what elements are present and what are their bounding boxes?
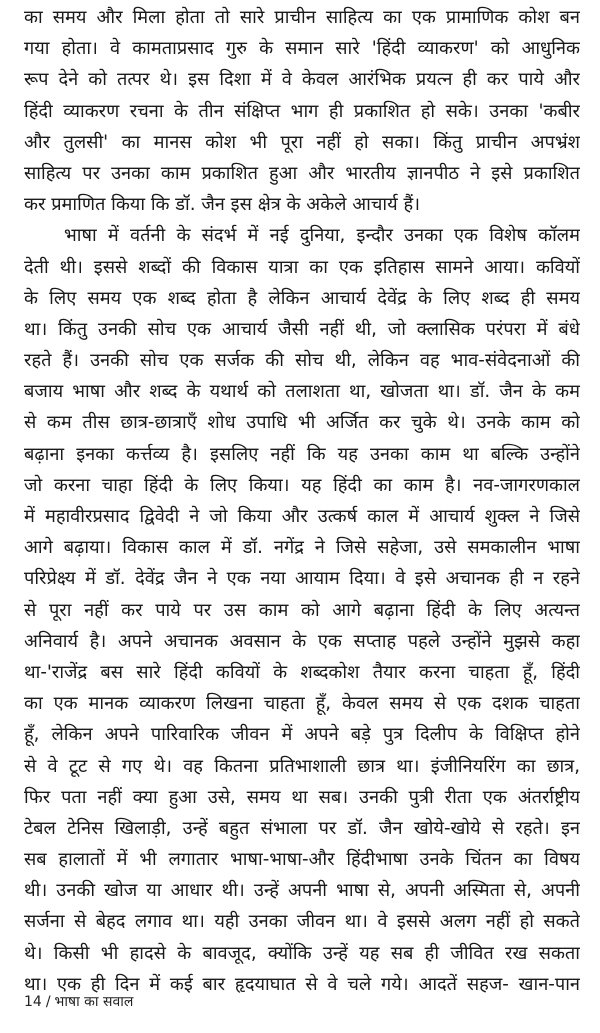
text-line: से कम तीस छात्र-छात्राएँ शोध उपाधि भी अर्जित कर चुके थे। उनके काम को: [24, 412, 580, 434]
text-line: हूँ, लेकिन अपने पारिवारिक जीवन में अपने बड़े पुत्र दिलीप के विक्षिप्त होने: [24, 724, 580, 746]
footer-separator: /: [45, 994, 51, 1010]
text-line: टेबल टेनिस खिलाड़ी, उन्हें बहुत संभाला पर डॉ. जैन खोये-खोये से रहते। इन: [24, 817, 580, 839]
text-line: बढ़ाना इनका कर्त्तव्य है। इसलिए नहीं कि यह उनका काम था बल्कि उन्होंने: [24, 443, 580, 465]
text-line: से वे टूट से गए थे। वह कितना प्रतिभाशाली छात्र था। इंजीनियरिंग का छात्र,: [24, 755, 580, 777]
text-line: और तुलसी' का मानस कोश भी पूरा नहीं हो सका। किंतु प्राचीन अपभ्रंश: [24, 131, 580, 153]
text-line: कर प्रमाणित किया कि डॉ. जैन इस क्षेत्र के अकेले आचार्य हैं।: [24, 194, 421, 216]
text-line: रूप देने को तत्पर थे। इस दिशा में वे केवल आरंभिक प्रयत्न ही कर पाये और: [24, 69, 580, 91]
text-line: साहित्य पर उनका काम प्रकाशित हुआ और भारतीय ज्ञानपीठ ने इसे प्रकाशित: [24, 162, 580, 184]
text-line: थी। उनकी खोज या आधार थी। उन्हें अपनी भाषा से, अपनी अस्मिता से, अपनी: [24, 880, 580, 902]
page-number: 14: [24, 994, 42, 1010]
text-line: का एक मानक व्याकरण लिखना चाहता हूँ, केवल समय से एक दशक चाहता: [24, 693, 580, 715]
text-line: जो करना चाहा हिंदी के लिए किया। यह हिंदी का काम है। नव-जागरणकाल: [24, 474, 580, 496]
text-line: थे। किसी भी हादसे के बावजूद, क्योंकि उन्हें यह सब ही जीवित रख सकता: [24, 942, 580, 964]
text-line: हिंदी व्याकरण रचना के तीन संक्षिप्त भाग ही प्रकाशित हो सके। उनका 'कबीर: [24, 100, 580, 122]
text-line: का समय और मिला होता तो सारे प्राचीन साहित्य का एक प्रामाणिक कोश बन: [24, 7, 580, 28]
text-line: अनिवार्य है। अपने अचानक अवसान के एक सप्ताह पहले उन्होंने मुझसे कहा: [24, 630, 580, 652]
book-title: भाषा का सवाल: [54, 994, 134, 1010]
text-line: में महावीरप्रसाद द्विवेदी ने जो किया और उत्कर्ष काल में आचार्य शुक्ल ने जिसे: [24, 506, 580, 527]
text-line: था-'राजेंद्र बस सारे हिंदी कवियों के शब्दकोश तैयार करना चाहता हूँ, हिंदी: [24, 661, 580, 683]
body-text: [24, 2, 580, 1000]
page-footer: [24, 992, 133, 1012]
text-line: परिप्रेक्ष्य में डॉ. देवेंद्र जैन ने एक नया आयाम दिया। वे इसे अचानक ही न रहने: [24, 568, 580, 590]
text-line: गया होता। वे कामताप्रसाद गुरु के समान सारे 'हिंदी व्याकरण' को आधुनिक: [24, 38, 580, 60]
paragraph-start-line: भाषा में वर्तनी के संदर्भ में नई दुनिया, इन्दौर उनका एक विशेष कॉलम: [64, 225, 580, 247]
text-line: आगे बढ़ाया। विकास काल में डॉ. नगेंद्र ने जिसे सहेजा, उसे समकालीन भाषा: [24, 537, 580, 559]
text-line: था। किंतु उनकी सोच एक आचार्य जैसी नहीं थी, जो क्लासिक परंपरा में बंधे: [24, 318, 580, 340]
text-line: देती थी। इससे शब्दों की विकास यात्रा का एक इतिहास सामने आया। कवियों: [24, 256, 580, 278]
text-line: सर्जना से बेहद लगाव था। यही उनका जीवन था। वे इससे अलग नहीं हो सकते: [24, 911, 580, 933]
text-line: के लिए समय एक शब्द होता है लेकिन आचार्य देवेंद्र के लिए शब्द ही समय: [24, 287, 580, 309]
text-line: से पूरा नहीं कर पाये पर उस काम को आगे बढ़ाना हिंदी के लिए अत्यन्त: [24, 599, 580, 621]
text-line: फिर पता नहीं क्या हुआ उसे, समय था सब। उनकी पुत्री रीता एक अंतर्राष्ट्रीय: [24, 786, 580, 808]
text-line: रहते हैं। उनकी सोच एक सर्जक की सोच थी, लेकिन वह भाव-संवेदनाओं की: [24, 350, 580, 372]
text-line: था। एक ही दिन में कई बार हृदयाघात से वे चले गये। आदतें सहज- खान-पान: [24, 973, 580, 995]
text-line: बजाय भाषा और शब्द के यथार्थ को तलाशता था, खोजता था। डॉ. जैन के कम: [24, 381, 580, 403]
text-line: सब हालातों में भी लगातार भाषा-भाषा-और हिंदीभाषा उनके चिंतन का विषय: [24, 849, 580, 871]
